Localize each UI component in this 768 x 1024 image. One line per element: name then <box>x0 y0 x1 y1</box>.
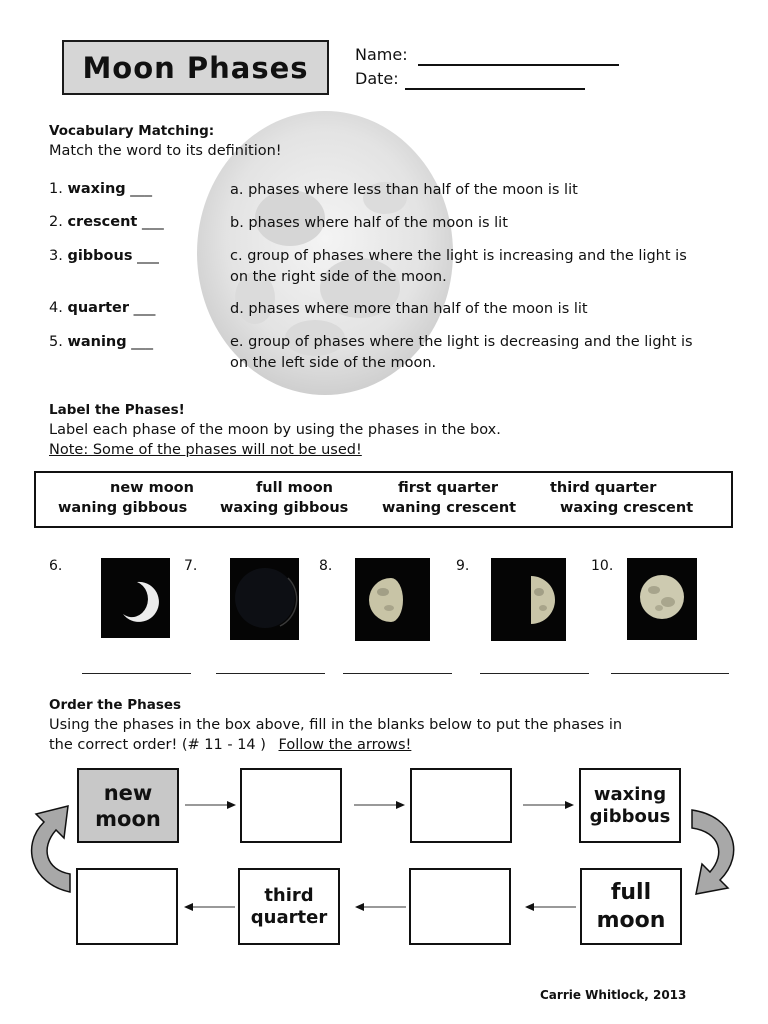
vocab-term-4: 4. quarter ___ <box>49 300 156 316</box>
order-box-new-moon: new moon <box>77 768 179 843</box>
vocab-term-2: 2. crescent ___ <box>49 214 164 230</box>
page-title: Moon Phases <box>62 40 329 95</box>
word-waxing-gibbous: waxing gibbous <box>220 500 349 516</box>
arrow-right-2-icon <box>352 798 408 812</box>
order-blank-box-13[interactable] <box>409 868 511 945</box>
word-waning-gibbous: waning gibbous <box>58 500 188 516</box>
arrow-right-1-icon <box>183 798 239 812</box>
curved-arrow-left-icon <box>24 800 76 896</box>
moon-image-9-quarter <box>491 558 566 641</box>
name-field[interactable] <box>418 64 619 66</box>
label-instructions: Label each phase of the moon by using the phases in the box. <box>49 422 501 438</box>
answer-blank-10[interactable] <box>611 673 729 674</box>
curved-arrow-right-icon <box>686 806 746 902</box>
order-box-waxing-gibbous: waxing gibbous <box>579 768 681 843</box>
vocab-instructions: Match the word to its definition! <box>49 143 282 159</box>
order-box-full-moon: full moon <box>580 868 682 945</box>
phase-number-6: 6. <box>49 558 63 574</box>
order-heading: Order the Phases <box>49 697 182 713</box>
order-blank-box-12[interactable] <box>410 768 512 843</box>
arrow-left-2-icon <box>352 900 408 914</box>
answer-blank-9[interactable] <box>480 673 589 674</box>
answer-blank[interactable]: ___ <box>141 214 164 230</box>
word-waxing-crescent: waxing crescent <box>560 500 694 516</box>
arrow-left-1-icon <box>522 900 578 914</box>
author-credit: Carrie Whitlock, 2013 <box>540 988 687 1002</box>
definition-d: d. phases where more than half of the moon is lit <box>230 301 588 317</box>
phase-number-8: 8. <box>319 558 333 574</box>
order-instructions-line2: the correct order! (# 11 - 14 ) Follow the arrows! <box>49 737 412 753</box>
moon-image-6-crescent <box>101 558 170 638</box>
arrow-right-3-icon <box>521 798 577 812</box>
date-label: Date: <box>355 69 399 88</box>
moon-image-10-full-moon <box>627 558 697 640</box>
phase-number-7: 7. <box>184 558 198 574</box>
definition-a: a. phases where less than half of the moon is lit <box>230 182 578 198</box>
order-box-third-quarter: third quarter <box>238 868 340 945</box>
phase-number-10: 10. <box>591 558 614 574</box>
word-full-moon: full moon <box>256 480 333 496</box>
answer-blank[interactable]: ___ <box>133 300 156 316</box>
definition-b: b. phases where half of the moon is lit <box>230 215 508 231</box>
answer-blank-6[interactable] <box>82 673 191 674</box>
moon-image-7-new-moon <box>230 558 299 640</box>
definition-c: c. group of phases where the light is increasing and the light is on the right side of the moon. <box>230 248 687 285</box>
order-blank-box-11[interactable] <box>240 768 342 843</box>
answer-blank-7[interactable] <box>216 673 325 674</box>
answer-blank-8[interactable] <box>343 673 452 674</box>
label-note: Note: Some of the phases will not be used! <box>49 442 362 458</box>
vocab-term-5: 5. waning ___ <box>49 334 153 350</box>
order-instructions-line1: Using the phases in the box above, fill in the blanks below to put the phases in <box>49 717 623 733</box>
word-waning-crescent: waning crescent <box>382 500 517 516</box>
answer-blank[interactable]: ___ <box>137 248 159 264</box>
answer-blank[interactable]: ___ <box>130 181 153 197</box>
vocab-term-1: 1. waxing ___ <box>49 181 153 197</box>
name-label: Name: <box>355 45 408 64</box>
label-heading: Label the Phases! <box>49 402 185 418</box>
moon-image-8-gibbous <box>355 558 430 641</box>
vocab-heading: Vocabulary Matching: <box>49 123 215 139</box>
phase-number-9: 9. <box>456 558 470 574</box>
definition-e: e. group of phases where the light is decreasing and the light is on the left side of the moon. <box>230 334 693 371</box>
phase-word-box <box>34 471 733 528</box>
arrow-left-3-icon <box>181 900 237 914</box>
word-first-quarter: first quarter <box>398 480 499 496</box>
order-blank-box-14[interactable] <box>76 868 178 945</box>
word-new-moon: new moon <box>110 480 194 496</box>
answer-blank[interactable]: ___ <box>131 334 153 350</box>
date-field[interactable] <box>405 88 585 90</box>
word-third-quarter: third quarter <box>550 480 657 496</box>
vocab-term-3: 3. gibbous ___ <box>49 248 159 264</box>
